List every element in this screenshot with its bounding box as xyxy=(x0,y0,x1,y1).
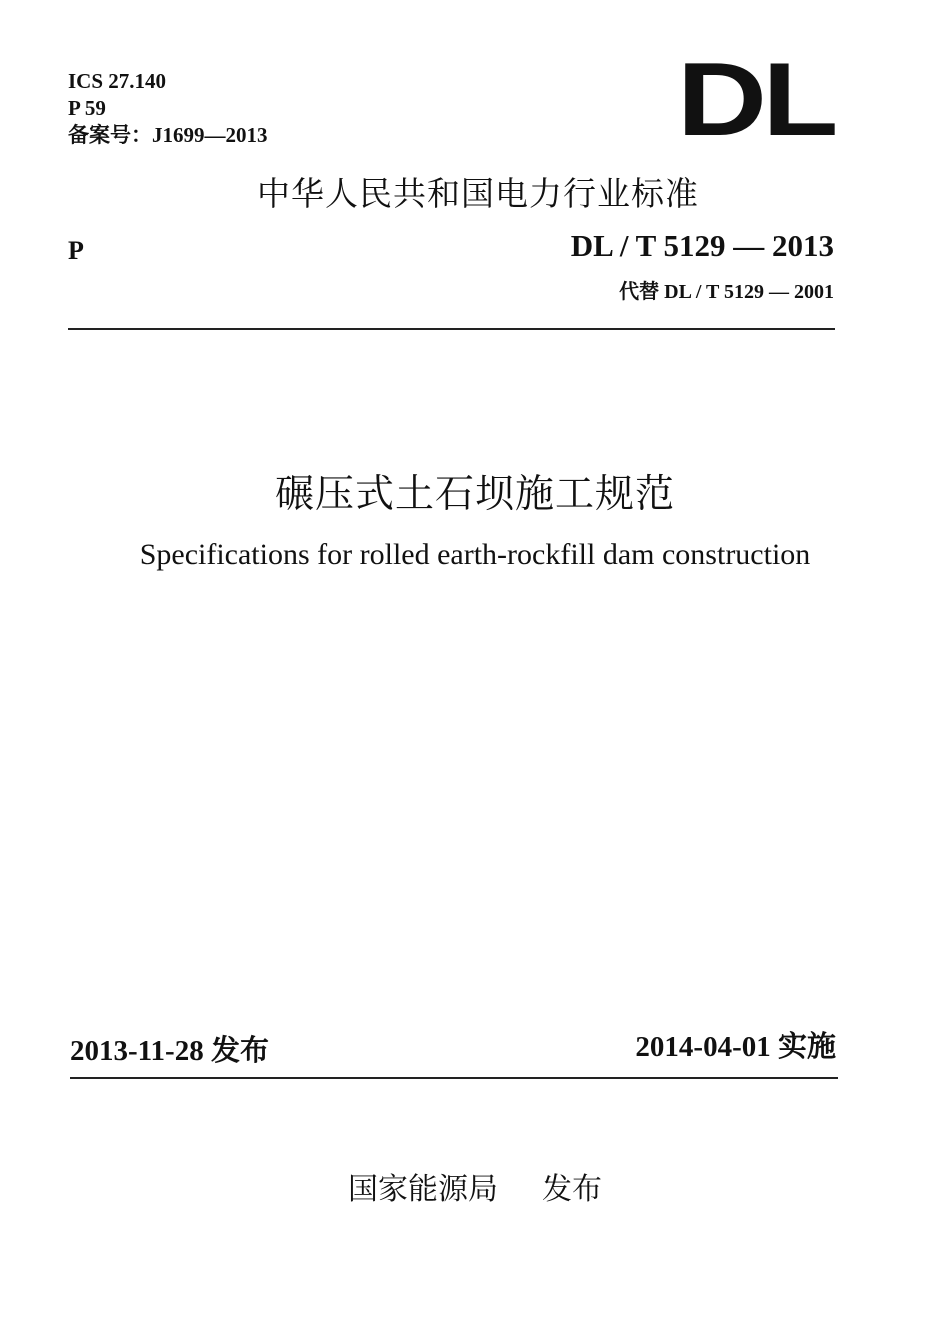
record-number: 备案号：J1699—2013 xyxy=(68,123,268,147)
publisher-block xyxy=(0,1164,950,1208)
classification-code: P 59 xyxy=(68,96,106,120)
implement-date: 2014-04-01 xyxy=(635,1031,771,1063)
publish-label: 发布 xyxy=(542,1172,602,1207)
publisher-name: 国家能源局 xyxy=(348,1172,498,1207)
ics-code: ICS 27.140 xyxy=(68,69,167,93)
dl-logo: DL xyxy=(677,42,834,158)
implement-date-block xyxy=(635,1024,836,1065)
standard-number: DL / T 5129 — 2013 xyxy=(570,228,834,263)
header-divider xyxy=(68,328,835,330)
release-date-block xyxy=(70,1028,269,1069)
category-letter: P xyxy=(68,236,84,265)
footer-divider xyxy=(70,1077,838,1079)
replaces-standard: 代替 DL / T 5129 — 2001 xyxy=(619,281,834,303)
release-date: 2013-11-28 xyxy=(70,1035,204,1067)
main-title-chinese: 碾压式土石坝施工规范 xyxy=(274,472,675,517)
release-label: 发布 xyxy=(210,1033,269,1067)
main-title-english: Specifications for rolled earth-rockfill dam construction xyxy=(139,538,811,571)
industry-standard-title: 中华人民共和国电力行业标准 xyxy=(257,174,699,213)
implement-label: 实施 xyxy=(777,1029,836,1063)
